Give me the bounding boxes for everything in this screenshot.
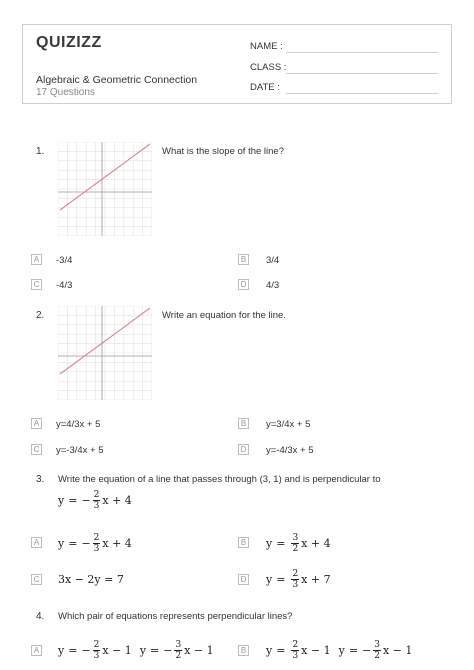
q3-option-b-text[interactable]: y = $\frac{3}{2}$ x + 4 [266,532,331,554]
q2-option-d-box[interactable]: D [238,444,249,455]
question-2-graph [58,306,152,400]
q4-option-b-text[interactable]: y = $\frac{2}{3}$ x − 1 y = − $\frac{3}{2}$ x − 1 [266,639,413,661]
worksheet-title: Algebraic & Geometric Connection [36,74,198,86]
q1-option-d-box[interactable]: D [238,279,249,290]
q4-option-a-text[interactable]: y = − $\frac{2}{3}$ x − 1 y = − $\frac{3}{2}$ x − 1 [58,639,214,661]
q3-option-d-text[interactable]: y = $\frac{2}{3}$ x + 7 [266,568,331,590]
graph-grid [58,306,152,400]
question-1-number: 1. [36,146,45,157]
q3-option-d-box[interactable]: D [238,574,249,585]
eq-sign: − [81,493,91,507]
eq-fraction: $\frac{2}{3}$ [93,489,100,511]
name-line [286,52,438,53]
q1-option-a-text[interactable]: -3/4 [56,255,73,266]
question-2-text: Write an equation for the line. [162,310,286,321]
q3-option-c-box[interactable]: C [31,574,42,585]
q3-option-c-text[interactable]: 3x − 2y = 7 [58,572,124,586]
q3-option-a-text[interactable]: y = − $\frac{2}{3}$ x + 4 [58,532,132,554]
q1-option-b-box[interactable]: B [238,254,249,265]
class-line [286,73,438,74]
question-3-text: Write the equation of a line that passes through (3, 1) and is perpendicular to [58,474,381,485]
q4-option-b-box[interactable]: B [238,645,249,656]
q1-option-d-text[interactable]: 4/3 [266,280,280,291]
q2-option-b-box[interactable]: B [238,418,249,429]
q4-option-a-box[interactable]: A [31,645,42,656]
quizizz-logo: QUIZIZZ [36,34,102,51]
question-4-number: 4. [36,611,45,622]
class-label: CLASS : [250,62,287,73]
question-4-text: Which pair of equations represents perpendicular lines? [58,611,293,622]
q1-option-c-box[interactable]: C [31,279,42,290]
question-count: 17 Questions [36,87,95,98]
question-1-graph [58,142,152,236]
q1-option-b-text[interactable]: 3/4 [266,255,280,266]
q3-option-a-box[interactable]: A [31,537,42,548]
q2-option-b-text[interactable]: y=3/4x + 5 [266,419,311,430]
q2-option-a-text[interactable]: y=4/3x + 5 [56,419,101,430]
graph-grid [58,142,152,236]
q1-option-c-text[interactable]: -4/3 [56,280,73,291]
question-2-number: 2. [36,310,45,321]
question-3-equation: y = − $\frac{2}{3}$ x + 4 [58,489,132,511]
q3-option-b-box[interactable]: B [238,537,249,548]
q1-option-a-box[interactable]: A [31,254,42,265]
date-label: DATE : [250,82,280,93]
q2-option-d-text[interactable]: y=-4/3x + 5 [266,445,314,456]
eq-lhs: y [58,493,65,507]
name-label: NAME : [250,41,283,52]
q2-option-a-box[interactable]: A [31,418,42,429]
eq-rest: x + 4 [102,493,132,507]
q2-option-c-text[interactable]: y=-3/4x + 5 [56,445,104,456]
question-3-number: 3. [36,474,45,485]
date-line [286,93,438,94]
question-1-text: What is the slope of the line? [162,146,284,157]
q2-option-c-box[interactable]: C [31,444,42,455]
